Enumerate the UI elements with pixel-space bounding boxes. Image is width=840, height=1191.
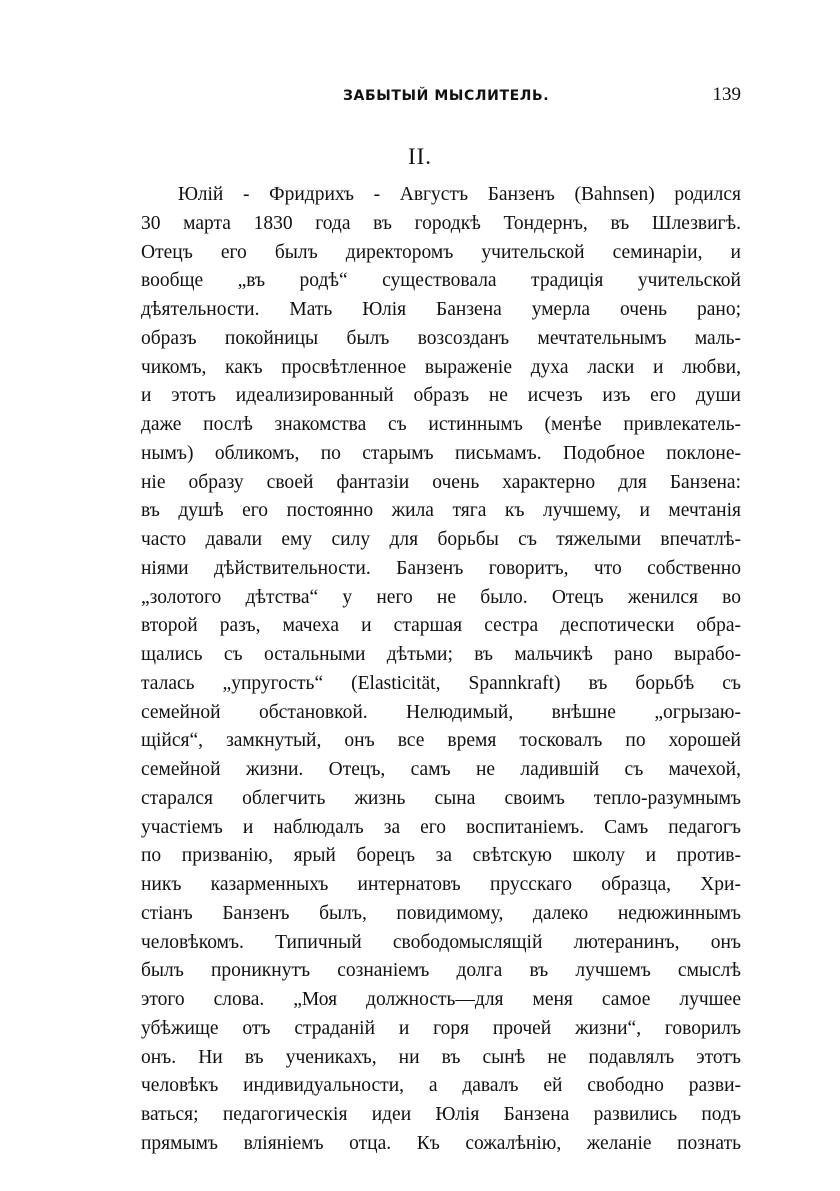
text-line: Отецъ его былъ директоромъ учительской семинаріи, и [141,241,741,263]
text-line: человѣкомъ. Типичный свободомыслящій лютеранинъ, онъ [141,931,741,953]
text-line: ваться; педагогическія идеи Юлія Банзена развились подъ [141,1104,741,1125]
text-line: 30 марта 1830 года въ городкѣ Тондернъ, въ Шлезвигѣ. [141,212,741,234]
text-line: нымъ) обликомъ, по старымъ письмамъ. Подобное поклоне- [141,442,741,464]
text-line: чикомъ, какъ просвѣтленное выраженіе духа ласки и любви, [141,356,741,378]
text-line: часто давали ему силу для борьбы съ тяжелыми впечатлѣ- [141,529,741,550]
page-header [143,84,741,114]
text-line: семейной обстановкой. Нелюдимый, внѣшне „огрызаю- [141,701,741,723]
text-line: талась „упругость“ (Elasticität, Spannkraft) въ борьбѣ съ [141,672,741,694]
text-line: ніе образу своей фантазіи очень характерно для Банзена: [141,471,741,493]
text-line: Юлій - Фридрихъ - Августъ Банзенъ (Bahnsen) родился [178,184,741,205]
text-line: стіанъ Банзенъ былъ, повидимому, далеко недюжиннымъ [141,902,741,924]
text-line: щались съ остальными дѣтьми; въ мальчикѣ рано вырабо- [141,644,741,665]
text-line: вообще „въ родѣ“ существовала традиція учительской [141,270,741,292]
page-number: 139 [712,84,741,105]
text-line: прямымъ вліяніемъ отца. Къ сожалѣнію, желаніе познать [141,1132,741,1154]
text-line: этого слова. „Моя должность—для меня самое лучшее [141,989,741,1010]
text-line: онъ. Ни въ ученикахъ, ни въ сынѣ не подавлялъ этотъ [141,1046,741,1068]
text-line: въ душѣ его постоянно жила тяга къ лучшему, и мечтанія [141,500,741,522]
text-line: щійся“, замкнутый, онъ все время тосковалъ по хорошей [141,730,741,752]
text-line: никъ казарменныхъ интернатовъ прусскаго образца, Хри- [141,874,741,895]
text-line: „золотого дѣтства“ у него не было. Отецъ женился во [141,586,741,608]
text-line: убѣжище отъ страданій и горя прочей жизни“, говорилъ [141,1017,741,1039]
section-number: II. [407,144,433,169]
running-title: ЗАБЫТЫЙ МЫСЛИТЕЛЬ. [343,88,550,104]
text-line: образъ покойницы былъ возсозданъ мечтательнымъ маль- [141,327,741,349]
body-text [141,181,741,1159]
text-line: ніями дѣйствительности. Банзенъ говоритъ, что собственно [141,557,741,579]
text-line: былъ проникнутъ сознаніемъ долга въ лучшемъ смыслѣ [141,960,741,982]
text-line: даже послѣ знакомства съ истиннымъ (менѣе привлекатель- [141,414,741,435]
text-line: по призванію, ярый борецъ за свѣтскую школу и против- [141,845,741,867]
text-line: семейной жизни. Отецъ, самъ не ладившій съ мачехой, [141,759,741,780]
text-line: и этотъ идеализированный образъ не исчезъ изъ его души [141,385,741,407]
text-line: старался облегчить жизнь сына своимъ тепло-разумнымъ [141,787,741,809]
text-line: человѣкъ индивидуальности, а давалъ ей свободно разви- [141,1075,741,1097]
text-line: второй разъ, мачеха и старшая сестра деспотически обра- [141,615,741,637]
text-line: участіемъ и наблюдалъ за его воспитаніемъ. Самъ педагогъ [141,816,741,838]
text-line: дѣятельности. Мать Юлія Банзена умерла очень рано; [141,299,741,320]
